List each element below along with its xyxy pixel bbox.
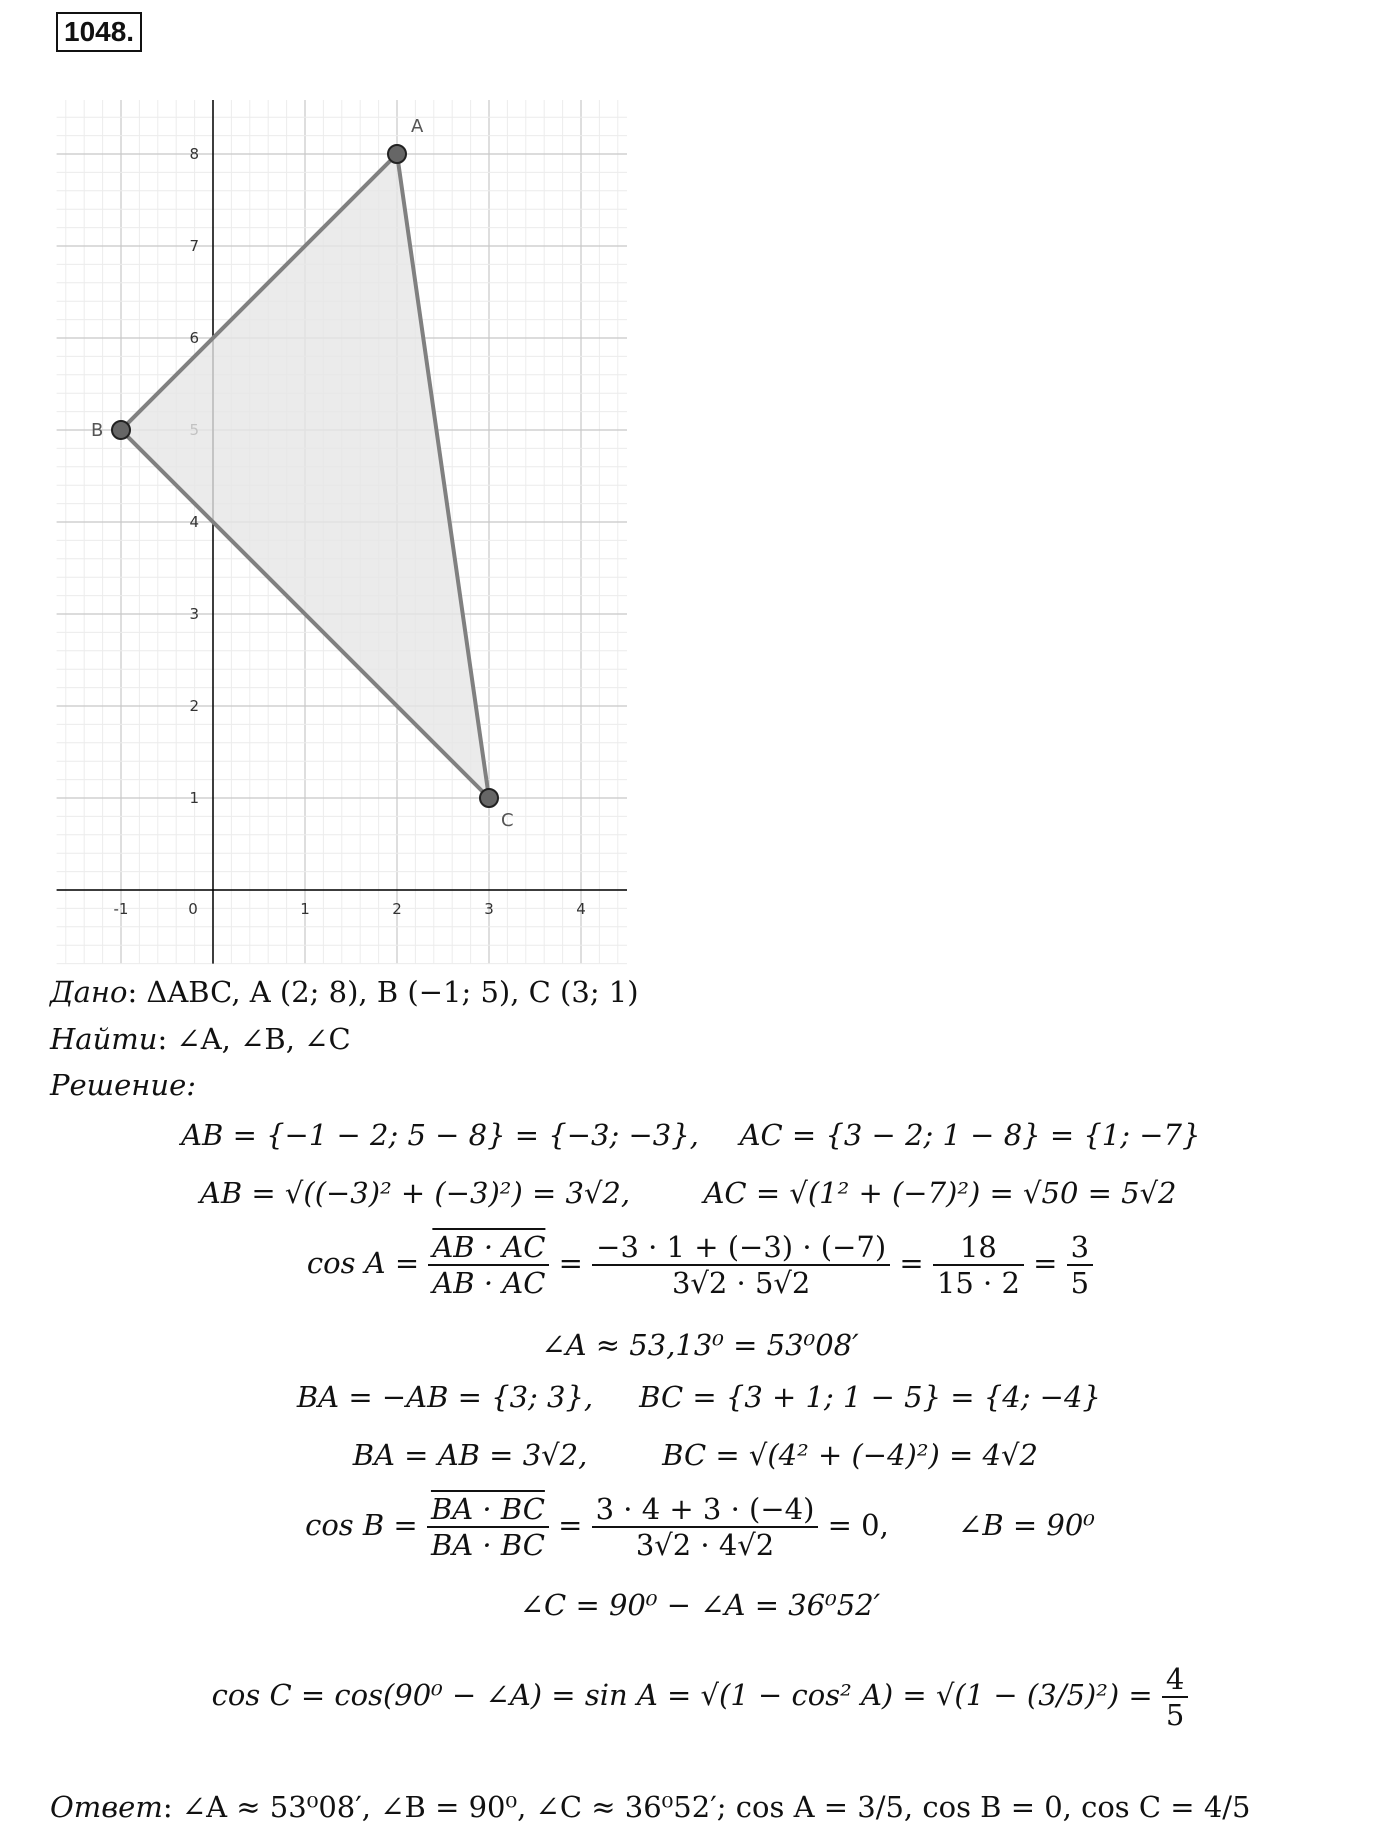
x-tick-label: -1 xyxy=(113,900,129,918)
point-b xyxy=(112,421,130,439)
y-tick-label: 1 xyxy=(189,789,199,807)
x-tick-label: 3 xyxy=(484,900,494,918)
cos-a-formula: cos A = $\frac{AB \cdot AC}{AB \cdot AC}$ = $\frac{-3 \cdot 1 + (-3) \cdot (-7)}{3√2 \cdot 5√2}$ = $\frac{18}{15 \cdot 2}$ = $\frac{3}{5}$ xyxy=(0,1230,1400,1300)
x-tick-label: 4 xyxy=(576,900,586,918)
x-tick-label: 2 xyxy=(392,900,402,918)
angle-c-value: ∠C = 90⁰ − ∠A = 36⁰52′ xyxy=(519,1588,881,1622)
cos-a-fraction-4: $\frac{3}{5}$ xyxy=(1067,1230,1093,1300)
point-label-c: C xyxy=(501,810,514,831)
cos-b-left: cos B = xyxy=(305,1508,418,1542)
find-label: Найти xyxy=(50,1022,158,1056)
point-a xyxy=(388,145,406,163)
y-tick-label: 6 xyxy=(189,329,199,347)
y-tick-label: 2 xyxy=(189,697,199,715)
length-ab: AB = √((−3)² + (−3)²) = 3√2, xyxy=(199,1176,631,1210)
cos-b-formula: cos B = $\frac{BA \cdot BC}{BA \cdot BC}$ = $\frac{3 \cdot 4 + 3 \cdot (-4)}{3√2 \cdot 4√2}$ = 0, ∠B = 90⁰ xyxy=(305,1492,1095,1562)
angle-c-line xyxy=(0,1588,1400,1622)
find-text: : ∠A, ∠B, ∠C xyxy=(157,1022,351,1056)
cos-c-formula xyxy=(0,1662,1400,1732)
angle-a-line xyxy=(0,1328,1400,1362)
cos-a-fraction-2: $\frac{-3 \cdot 1 + (-3) \cdot (-7)}{3√2 \cdot 5√2}$ xyxy=(592,1230,890,1300)
answer-text: : ∠A ≈ 53⁰08′, ∠B = 90⁰, ∠C ≈ 36⁰52′; cos A = 3/5, cos B = 0, cos C = 4/5 xyxy=(162,1790,1251,1824)
y-tick-label: 3 xyxy=(189,605,199,623)
cos-b-right: = 0, xyxy=(827,1508,889,1542)
solution-label: Решение: xyxy=(50,1068,197,1102)
vector-ac-coords: AC = {3 − 2; 1 − 8} = {1; −7} xyxy=(739,1118,1201,1152)
cos-b-fraction-1: $\frac{BA \cdot BC}{BA \cdot BC}$ xyxy=(427,1492,549,1562)
vector-ba-coords: BA = −AB = {3; 3}, xyxy=(296,1380,594,1414)
given-label: Дано xyxy=(50,975,128,1009)
answer-line xyxy=(50,1790,1251,1824)
point-label-a: A xyxy=(411,116,424,137)
x-tick-label: 1 xyxy=(300,900,310,918)
cos-a-fraction-1: $\frac{AB \cdot AC}{AB \cdot AC}$ xyxy=(428,1230,549,1300)
problem-number: 1048. xyxy=(56,12,142,52)
y-tick-label: 7 xyxy=(189,237,199,255)
angle-b-value: ∠B = 90⁰ xyxy=(958,1508,1095,1542)
answer-label: Ответ xyxy=(50,1790,163,1824)
length-ba: BA = AB = 3√2, xyxy=(352,1438,588,1472)
cos-a-fraction-3: $\frac{18}{15 \cdot 2}$ xyxy=(933,1230,1024,1300)
given-line xyxy=(50,975,639,1009)
given-text: : ΔABC, A (2; 8), B (−1; 5), C (3; 1) xyxy=(127,975,639,1009)
point-c xyxy=(480,789,498,807)
angle-a-value: ∠A ≈ 53,13⁰ = 53⁰08′ xyxy=(541,1328,859,1362)
cos-c-fraction: $\frac{4}{5}$ xyxy=(1162,1662,1188,1732)
vector-bc-coords: BC = {3 + 1; 1 − 5} = {4; −4} xyxy=(639,1380,1101,1414)
x-tick-label: 0 xyxy=(188,900,198,918)
cos-b-fraction-2: $\frac{3 \cdot 4 + 3 \cdot (-4)}{3√2 \cdot 4√2}$ xyxy=(592,1492,819,1562)
coordinate-graph xyxy=(56,100,636,970)
length-bc: BC = √(4² + (−4)²) = 4√2 xyxy=(662,1438,1038,1472)
cos-a-left: cos A = xyxy=(306,1246,420,1280)
y-tick-label: 8 xyxy=(189,145,199,163)
find-line xyxy=(50,1022,351,1056)
cos-c-left: cos C = cos(90⁰ − ∠A) = sin A = √(1 − cos² A) = √(1 − (3/5)²) = xyxy=(211,1678,1153,1712)
vector-ab-coords: AB = {−1 − 2; 5 − 8} = {−3; −3}, xyxy=(181,1118,699,1152)
point-label-b: B xyxy=(91,420,104,441)
y-tick-label: 4 xyxy=(189,513,199,531)
length-ac: AC = √(1² + (−7)²) = √50 = 5√2 xyxy=(703,1176,1177,1210)
